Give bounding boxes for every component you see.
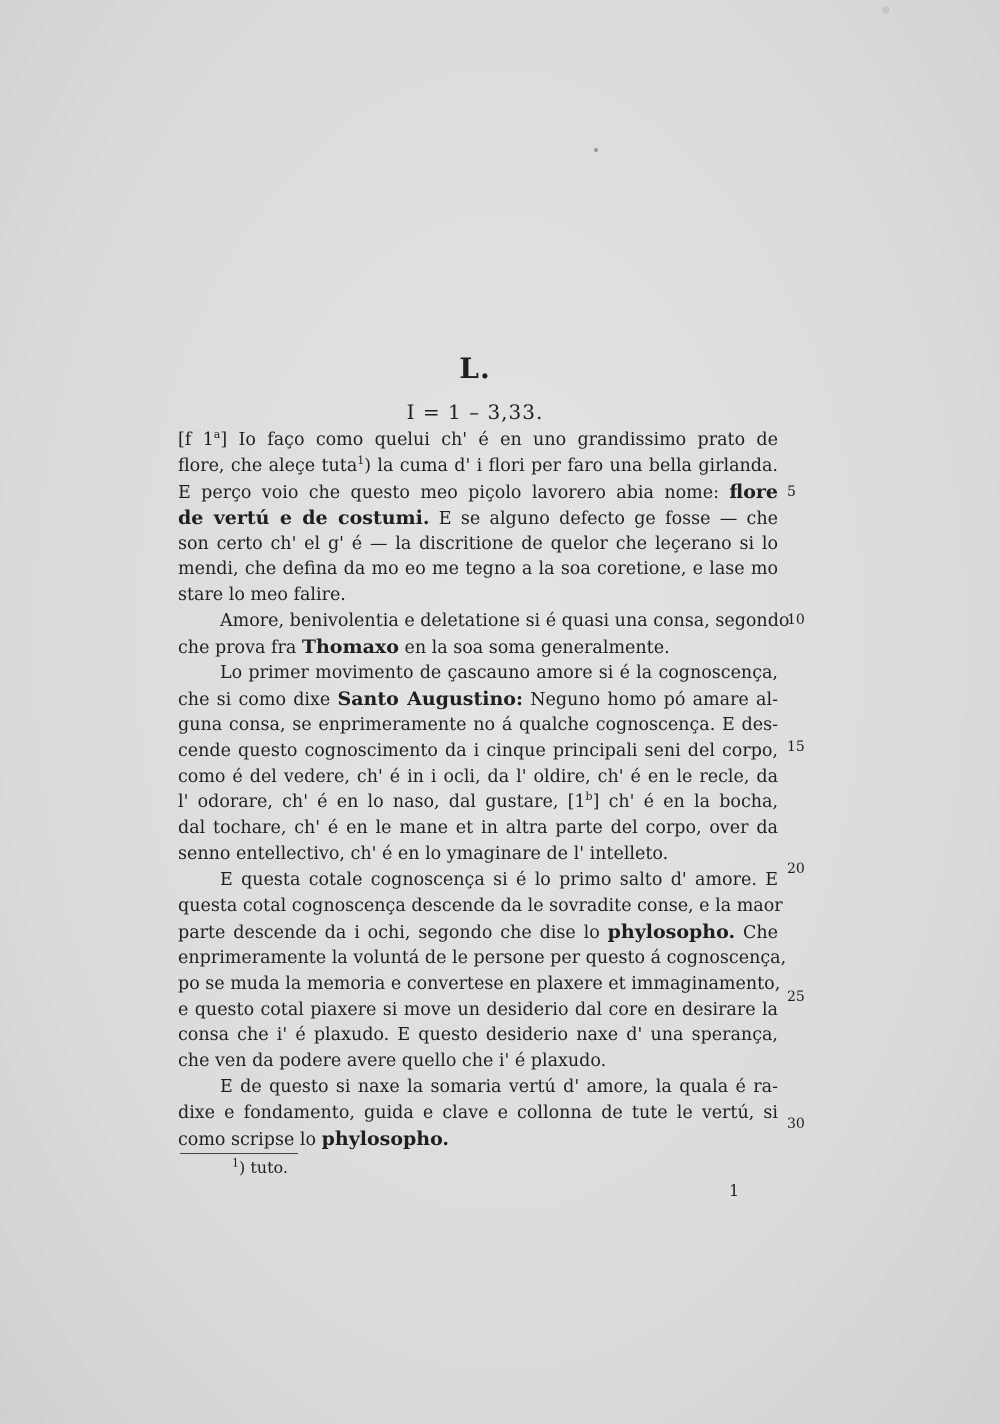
section-reference: I = 1 – 3,33.: [406, 400, 544, 424]
text-fragment: como scripse lo: [178, 1130, 317, 1151]
text-fragment: che prova fra: [178, 638, 297, 659]
bold-term: phylosopho.: [607, 920, 736, 943]
text-line: [178, 428, 778, 454]
text-line: Lo primer movimento de çascauno amore si é la cognoscença,: [220, 663, 778, 684]
footnote-marker: 1: [232, 1156, 239, 1170]
text-fragment: ] Io faço como quelui ch' é en uno grandissimo prato de: [220, 430, 778, 450]
line-number: 25: [787, 989, 805, 1005]
footnote-rule: [180, 1153, 298, 1154]
bold-term: flore: [729, 480, 778, 503]
text-line: son certo ch' el g' é — la discritione de quelor che leçerano si lo: [178, 533, 778, 554]
text-fragment: en la soa soma generalmente.: [404, 638, 670, 659]
text-line: dal tochare, ch' é en le mane et in altra parte del corpo, over da: [178, 818, 778, 839]
bold-term: phylosopho.: [321, 1128, 450, 1151]
text-line: [178, 480, 778, 506]
text-fragment: [f 1: [178, 430, 214, 450]
superscript: b: [585, 790, 593, 804]
text-line: Amore, benivolentia e deletatione si é quasi una consa, segondo: [220, 611, 790, 632]
text-line: guna consa, se enprimeramente no á qualche cognoscença. E des-: [178, 714, 778, 735]
text-fragment: ) la cuma d' i flori per faro una bella girlanda.: [364, 455, 778, 476]
footnote-ref: 1: [357, 454, 365, 468]
text-line: [178, 635, 778, 661]
paper-speck: [594, 148, 598, 152]
text-line: questa cotal cognoscença descende da le sovradite conse, e la maor: [178, 896, 783, 917]
text-line: [178, 920, 778, 946]
paper-speck: [882, 6, 890, 14]
text-line: [178, 790, 778, 816]
text-line: po se muda la memoria e convertese en plaxere et immaginamento,: [178, 973, 781, 994]
body-text: [178, 428, 790, 1153]
text-fragment: E se alguno defecto ge fosse — che: [438, 508, 778, 529]
section-heading: L.: [459, 352, 491, 385]
text-line: senno entellectivo, ch' é en lo ymaginare de l' intelleto.: [178, 844, 669, 865]
text-fragment: ] ch' é en la bocha,: [592, 792, 779, 813]
text-fragment: flore, che aleçe tuta: [178, 455, 358, 476]
line-number: 5: [787, 484, 796, 500]
text-line: che ven da podere avere quello che i' é plaxudo.: [178, 1051, 607, 1072]
text-line: [178, 506, 778, 532]
text-fragment: l' odorare, ch' é en lo naso, dal gustare, [1: [178, 792, 586, 813]
page-number: 1: [729, 1181, 740, 1200]
text-line: [178, 454, 778, 480]
superscript: a: [213, 428, 221, 442]
text-line: consa che i' é plaxudo. E questo desiderio naxe d' una sperança,: [178, 1025, 778, 1046]
line-number: 10: [787, 612, 805, 628]
line-number: 20: [787, 861, 805, 877]
text-line: enprimeramente la voluntá de le persone per questo á cognoscença,: [178, 947, 787, 968]
text-fragment: Neguno homo pó amare al-: [530, 689, 778, 710]
text-fragment: E perço voio che questo meo piçolo lavorero abia nome:: [178, 482, 719, 503]
text-fragment: che si como dixe: [178, 689, 331, 710]
text-line: E de questo si naxe la somaria vertú d' amore, la quala é ra-: [220, 1077, 778, 1098]
text-line: [178, 687, 778, 713]
text-line: E questa cotale cognoscença si é lo primo salto d' amore. E: [220, 870, 778, 891]
text-line: cende questo cognoscimento da i cinque principali seni del corpo,: [178, 740, 778, 761]
text-fragment: Che: [742, 922, 778, 943]
line-number: 30: [787, 1116, 805, 1132]
text-line: e questo cotal piaxere si move un desiderio dal core en desirare la: [178, 999, 778, 1020]
text-line: stare lo meo falire.: [178, 585, 346, 606]
text-line: [178, 1127, 778, 1153]
line-number: 15: [787, 739, 805, 755]
text-line: como é del vedere, ch' é in i ocli, da l' oldire, ch' é en le recle, da: [178, 766, 778, 787]
bold-term: de vertú e de costumi.: [178, 506, 430, 529]
text-line: mendi, che defina da mo eo me tegno a la soa coretione, e lase mo: [178, 559, 778, 580]
bold-term: Santo Augustino:: [337, 687, 523, 710]
footnote: [232, 1158, 288, 1177]
text-line: dixe e fondamento, guida e clave e collonna de tute le vertú, si: [178, 1103, 778, 1124]
text-fragment: parte descende da i ochi, segondo che dise lo: [178, 922, 600, 943]
bold-term: Thomaxo: [301, 636, 399, 659]
footnote-text: ) tuto.: [239, 1158, 288, 1177]
